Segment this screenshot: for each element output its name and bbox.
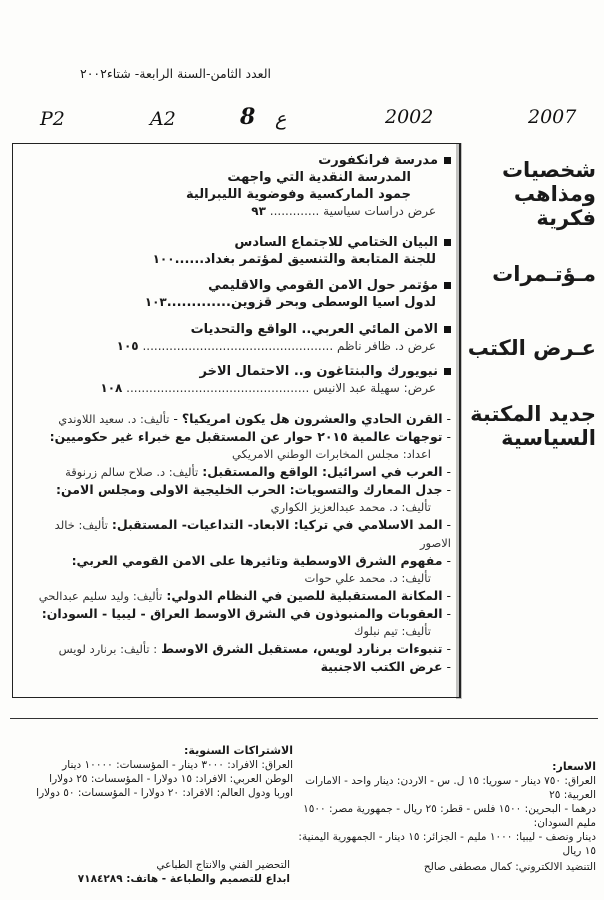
list-item: -القرن الحادي والعشرون هل يكون امريكيا؟ - تأليف: د. سعيد اللاوندي: [58, 411, 451, 426]
section-heading-conferences: مـؤتـمرات: [492, 262, 596, 286]
entry-line: جمود الماركسية وفوضوية الليبرالية: [186, 187, 411, 202]
bullet-icon: [444, 368, 451, 375]
list-item: -مفهوم الشرق الاوسطية وتاثيرها على الامن القومي العربي:: [71, 553, 451, 568]
list-item: -توجهات عالمية ٢٠١٥ حوار عن المستقبل مع خبراء غير حكوميين:: [49, 429, 451, 444]
entry-line: للجنة المتابعة والتنسيق لمؤتمر بغداد: [204, 252, 436, 267]
contents-frame: [12, 143, 461, 698]
toc-entry: البيان الختامي للاجتماع السادس للجنة المتابعة والتنسيق لمؤتمر بغداد......١٠٠: [21, 234, 451, 268]
toc-entry: مؤتمر حول الامن القومي والاقليمي لدول اسيا الوسطى وبحر قزوين.............١٠٣: [21, 277, 451, 311]
list-item: -عرض الكتب الاجنبية: [320, 659, 451, 674]
bullet-icon: [444, 239, 451, 246]
list-item: -جدل المعارك والتسويات: الحرب الخليجية الاولى ومجلس الامن:: [56, 482, 451, 497]
subscriptions-heading: الاشتراكات السنوية:: [184, 744, 293, 757]
page-number: ١٠٣: [144, 295, 167, 309]
toc-entry: نيويورك والبنتاغون و.. الاحتمال الاخر عرض: سهيلة عبد الانيس ................................................ ١٠٨: [21, 363, 451, 397]
list-item: -المد الاسلامي في تركيا: الابعاد- التداعيات- المستقبل: تأليف: خالد الاصور: [54, 517, 451, 550]
entry-line: المدرسة النقدية التي واجهت: [227, 170, 411, 185]
handwritten-note: ع: [275, 108, 287, 130]
divider: [10, 718, 598, 719]
list-item: تأليف: د. محمد علي حوات: [304, 571, 431, 585]
subscription-line: الوطن العربي: الافراد: ١٥ دولارا - المؤسسات: ٢٥ دولارا: [49, 773, 293, 785]
new-books-list: [21, 410, 451, 675]
entry-title: مدرسة فرانكفورت: [318, 153, 438, 168]
toc-entry: مدرسة فرانكفورت المدرسة النقدية التي واجهت جمود الماركسية وفوضوية الليبرالية عرض دراسات سياسية ............. ٩٣: [21, 152, 451, 220]
list-item: تأليف: د. محمد عبدالعزيز الكواري: [270, 500, 431, 514]
prices-heading: الاسعار:: [552, 760, 596, 773]
bullet-icon: [444, 157, 451, 164]
page-number: ١٠٨: [100, 381, 123, 395]
handwritten-annotations: [40, 104, 585, 138]
list-item: اعداد: مجلس المخابرات الوطني الامريكي: [231, 447, 431, 461]
toc-entry: الامن المائي العربي.. الواقع والتحديات عرض د. ظافر ناظم .................................................. ١٠٥: [21, 321, 451, 355]
handwritten-note: P2: [40, 108, 65, 130]
credit-line: التحضير الفني والانتاج الطباعي: [156, 859, 290, 871]
price-line: درهما - البحرين: ١٥٠٠ فلس - قطر: ٢٥ ريال - جمهورية مصر: ١٥٠٠ مليم السودان:: [303, 803, 596, 829]
page-number: ١٠٥: [116, 339, 139, 353]
entry-title: البيان الختامي للاجتماع السادس: [234, 235, 438, 250]
handwritten-note: 2007: [528, 106, 577, 128]
handwritten-note: 2002: [385, 106, 434, 128]
entry-title: الامن المائي العربي.. الواقع والتحديات: [190, 322, 438, 337]
price-line: دينار ونصف - ليبيا: ١٠٠٠ مليم - الجزائر: ١٥ دينار - الجمهورية اليمنية: ١٥ ريال: [298, 831, 596, 857]
handwritten-note: A2: [150, 108, 176, 130]
list-item: -العرب في اسرائيل: الواقع والمستقبل: تأليف: د. صلاح سالم زرنوقة: [65, 464, 451, 479]
credit-line: ابداع للتصميم والطباعة - هاتف: ٧١٨٤٢٨٩: [77, 873, 290, 885]
entry-line: لدول اسيا الوسطى وبحر قزوين: [230, 295, 436, 310]
production-credits: [10, 858, 290, 886]
entry-title: نيويورك والبنتاغون و.. الاحتمال الاخر: [199, 364, 438, 379]
entry-sub: عرض: سهيلة عبد الانيس: [313, 381, 436, 395]
section-heading-new-library: جديد المكتبة السياسية: [470, 402, 596, 450]
list-item: -المكانة المستقبلية للصين في النظام الدولي: تأليف: وليد سليم عبدالحي: [38, 588, 451, 603]
entry-title: مؤتمر حول الامن القومي والاقليمي: [208, 278, 438, 293]
issue-line: العدد الثامن-السنة الرابعة- شتاء٢٠٠٢: [79, 66, 271, 81]
subscription-line: اوربا ودول العالم: الافراد: ٢٠ دولارا - المؤسسات: ٥٠ دولارا: [36, 787, 293, 799]
list-item: -العقوبات والمنبوذون في الشرق الاوسط العراق - ليبيا - السودان:: [41, 606, 451, 621]
list-item: -تنبوءات برنارد لويس، مستقبل الشرق الاوسط : تأليف: برنارد لويس: [58, 641, 451, 656]
section-headings: [462, 140, 600, 700]
bullet-icon: [444, 326, 451, 333]
bullet-icon: [444, 282, 451, 289]
price-line: العراق: ٧٥٠ دينار - سوريا: ١٥ ل. س - الاردن: دينار واحد - الامارات العربية: ٢٥: [305, 775, 596, 801]
page-number: ١٠٠: [152, 252, 175, 266]
list-item: تأليف: تيم نبلوك: [354, 624, 431, 638]
entry-sub: عرض دراسات سياسية: [323, 204, 436, 218]
subscriptions-block: [8, 744, 293, 800]
handwritten-note: 8: [240, 104, 256, 130]
prices-block: [296, 760, 596, 858]
section-heading-personalities: شخصيات ومذاهب فكرية: [501, 158, 596, 230]
section-heading-book-review: عـرض الكتب: [467, 336, 596, 360]
subscription-line: العراق: الافراد: ٣٠٠٠ دينار - المؤسسات: ١٠٠٠٠ دينار: [62, 759, 293, 771]
page-number: ٩٣: [251, 204, 266, 218]
typesetting-credit: التنضيد الالكتروني: كمال مصطفى صالح: [423, 861, 596, 873]
entry-sub: عرض د. ظافر ناظم: [337, 339, 436, 353]
